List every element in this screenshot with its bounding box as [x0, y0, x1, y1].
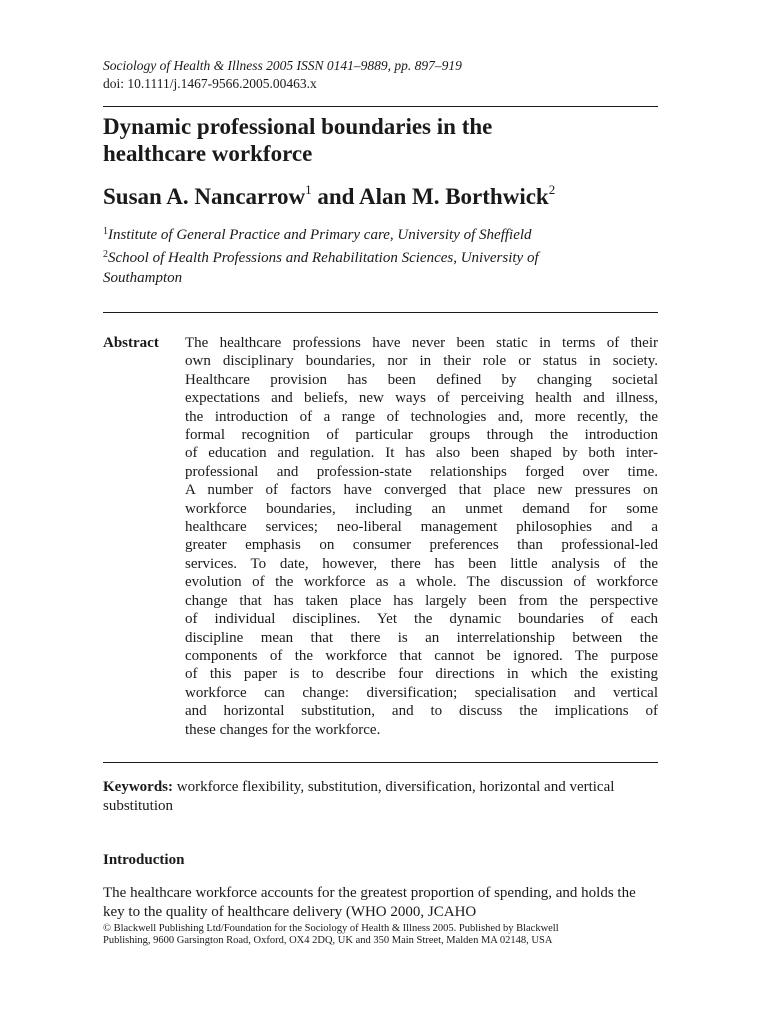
abstract-line: professional and profession-state relationships forged over time.: [185, 463, 658, 480]
journal-doi: doi: 10.1111/j.1467-9566.2005.00463.x: [103, 76, 317, 91]
abstract-line: of individual disciplines. Yet the dynamic boundaries of each: [185, 611, 658, 628]
introduction-paragraph: The healthcare workforce accounts for the greatest proportion of spending, and holds the key to the quality of healthcare delivery (WHO 2000, JCAHO: [103, 885, 636, 920]
affiliation-2-cont: Southampton: [103, 270, 183, 286]
journal-citation: Sociology of Health & Illness 2005 ISSN 0141–9889, pp. 897–919: [103, 58, 462, 73]
abstract-line: A number of factors have converged that place new pressures on: [185, 482, 658, 499]
affil-2-marker: 2: [103, 249, 108, 260]
copyright-footer: [103, 923, 658, 947]
abstract-line: evolution of the workforce as a whole. The discussion of workforce: [185, 574, 658, 591]
abstract-line: components of the workforce that cannot be ignored. The purpose: [185, 647, 658, 664]
abstract-line: greater emphasis on consumer preferences than professional-led: [185, 537, 658, 554]
abstract-line: of education and regulation. It has also been shaped by both inter-: [185, 445, 658, 462]
abstract-line: The healthcare professions have never been static in terms of their: [185, 335, 658, 351]
copyright-line-2: Publishing, 9600 Garsington Road, Oxford, OX4 2DQ, UK and 350 Main Street, Malden MA 02148, USA: [103, 935, 553, 946]
abstract-line: formal recognition of particular groups through the introduction: [185, 427, 658, 444]
affiliation-1: [103, 222, 658, 245]
author-conjunction: and: [311, 184, 359, 209]
author-list: [103, 176, 555, 211]
affil-1-text: Institute of General Practice and Primary care, University of Sheffield: [108, 227, 532, 243]
abstract-top-rule: [103, 312, 658, 313]
affiliations: [103, 222, 658, 288]
affiliation-2: [103, 245, 658, 268]
affil-2-text-line-1: School of Health Professions and Rehabilitation Sciences, University of: [108, 250, 539, 266]
title-line-2: healthcare workforce: [103, 141, 313, 166]
abstract-line: services. To date, however, there has been little analysis of the: [185, 555, 658, 572]
abstract-line: the introduction of a range of technologies and, more recently, the: [185, 408, 658, 425]
abstract-line: workforce can change: diversification; specialisation and vertical: [185, 684, 658, 701]
author-1: Susan A. Nancarrow: [103, 184, 306, 209]
author-2-affil-marker: 2: [548, 182, 556, 197]
keywords: [103, 778, 658, 816]
abstract-line: these changes for the workforce.: [185, 721, 381, 738]
copyright-line-1: © Blackwell Publishing Ltd/Foundation for the Sociology of Health & Illness 2005. Published by Blackwell: [103, 923, 559, 934]
article-title: [103, 113, 658, 167]
abstract-line: healthcare services; neo-liberal management philosophies and a: [185, 519, 658, 536]
abstract-line: and horizontal substitution, and to discuss the implications of: [185, 703, 658, 720]
abstract-bottom-rule: [103, 762, 658, 763]
affil-1-marker: 1: [103, 226, 108, 237]
abstract-label: Abstract: [103, 335, 159, 351]
abstract-line: own disciplinary boundaries, nor in their role or status in society.: [185, 353, 658, 370]
journal-header: [103, 57, 462, 93]
abstract-text: [185, 334, 658, 739]
author-2: Alan M. Borthwick: [358, 184, 549, 209]
keywords-text: workforce flexibility, substitution, diversification, horizontal and vertical substitution: [103, 779, 615, 814]
section-heading-introduction: Introduction: [103, 852, 185, 868]
keywords-label: Keywords:: [103, 779, 173, 795]
author-1-affil-marker: 1: [305, 182, 312, 197]
abstract-line: expectations and beliefs, new ways of perceiving health and illness,: [185, 390, 658, 407]
title-line-1: Dynamic professional boundaries in the: [103, 114, 493, 139]
abstract-line: discipline mean that there is an interrelationship between the: [185, 629, 658, 646]
abstract-line: change that has taken place has largely been from the perspective: [185, 592, 658, 609]
abstract-line: of this paper is to describe four directions in which the existing: [185, 666, 658, 683]
header-rule: [103, 106, 658, 107]
abstract-line: Healthcare provision has been defined by changing societal: [185, 371, 658, 388]
abstract-line: workforce boundaries, including an unmet demand for some: [185, 500, 658, 517]
